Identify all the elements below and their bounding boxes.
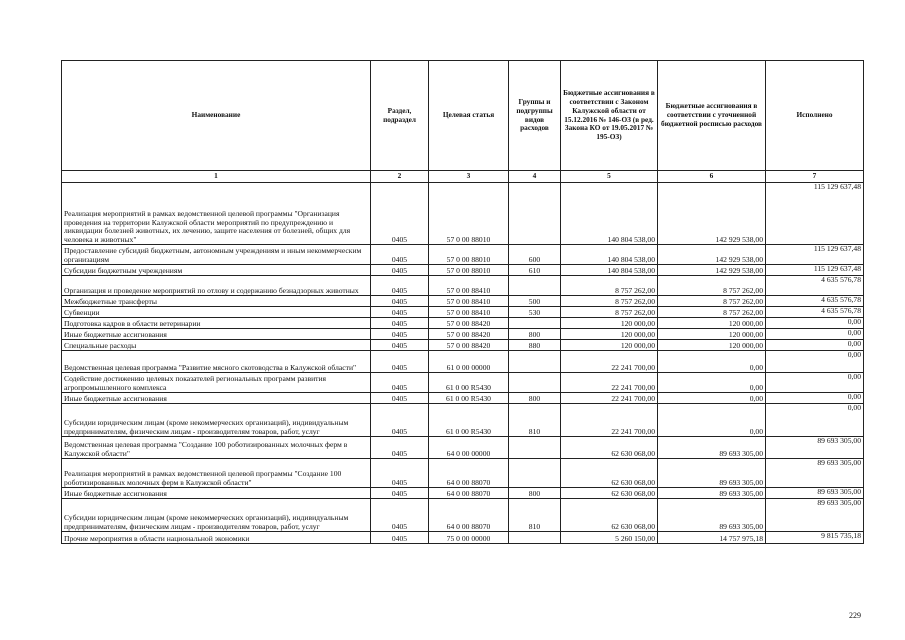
cell-refined: 8 757 262,00 <box>658 296 766 307</box>
cell-name: Межбюджетные трансферты <box>62 296 371 307</box>
cell-name: Субвенции <box>62 307 371 318</box>
table-row <box>62 499 864 532</box>
table-row <box>62 404 864 437</box>
cell-refined: 0,00 <box>658 404 766 437</box>
cell-refined: 89 693 305,00 <box>658 437 766 459</box>
column-number: 7 <box>766 171 864 183</box>
table-row <box>62 183 864 245</box>
cell-refined: 8 757 262,00 <box>658 276 766 296</box>
cell-name: Организация и проведение мероприятий по отлову и содержанию безнадзорных животных <box>62 276 371 296</box>
cell-group <box>509 373 561 393</box>
cell-name: Иные бюджетные ассигнования <box>62 488 371 499</box>
cell-name: Прочие мероприятия в области национальной экономики <box>62 532 371 544</box>
cell-name: Реализация мероприятий в рамках ведомственной целевой программы "Создание 100 роботизированных молочных ферм в Калужской области" <box>62 459 371 488</box>
table-row <box>62 276 864 296</box>
cell-refined: 14 757 975,18 <box>658 532 766 544</box>
cell-name: Специальные расходы <box>62 340 371 351</box>
cell-refined: 0,00 <box>658 373 766 393</box>
cell-group: 610 <box>509 265 561 276</box>
cell-section: 0405 <box>371 276 429 296</box>
cell-section: 0405 <box>371 459 429 488</box>
cell-refined: 120 000,00 <box>658 318 766 329</box>
table-body <box>62 183 864 544</box>
cell-section: 0405 <box>371 499 429 532</box>
cell-executed: 0,00 <box>766 329 864 340</box>
cell-executed: 115 129 637,48 <box>766 183 864 245</box>
table-row <box>62 532 864 544</box>
cell-section: 0405 <box>371 532 429 544</box>
cell-group: 530 <box>509 307 561 318</box>
cell-name: Субсидии юридическим лицам (кроме некоммерческих организаций), индивидуальным предпринимателям, физическим лицам - производителям товаров, работ, услуг <box>62 404 371 437</box>
cell-refined: 120 000,00 <box>658 329 766 340</box>
cell-assigned: 62 630 068,00 <box>561 459 658 488</box>
cell-section: 0405 <box>371 296 429 307</box>
cell-target: 57 0 00 88410 <box>429 307 509 318</box>
cell-target: 61 0 00 00000 <box>429 351 509 373</box>
cell-target: 57 0 00 88010 <box>429 183 509 245</box>
cell-executed: 0,00 <box>766 351 864 373</box>
cell-executed: 0,00 <box>766 373 864 393</box>
cell-section: 0405 <box>371 318 429 329</box>
cell-section: 0405 <box>371 183 429 245</box>
column-number: 3 <box>429 171 509 183</box>
cell-name: Содействие достижению целевых показателей региональных программ развития агропромышленного комплекса <box>62 373 371 393</box>
cell-name: Иные бюджетные ассигнования <box>62 329 371 340</box>
cell-group <box>509 318 561 329</box>
cell-refined: 142 929 538,00 <box>658 265 766 276</box>
cell-name: Субсидии юридическим лицам (кроме некоммерческих организаций), индивидуальным предпринимателям, физическим лицам - производителям товаров, работ, услуг <box>62 499 371 532</box>
cell-executed: 4 635 576,78 <box>766 296 864 307</box>
column-number: 1 <box>62 171 371 183</box>
cell-target: 75 0 00 00000 <box>429 532 509 544</box>
cell-refined: 89 693 305,00 <box>658 499 766 532</box>
cell-assigned: 140 804 538,00 <box>561 265 658 276</box>
cell-section: 0405 <box>371 245 429 265</box>
cell-assigned: 62 630 068,00 <box>561 499 658 532</box>
cell-executed: 0,00 <box>766 318 864 329</box>
cell-executed: 4 635 576,78 <box>766 276 864 296</box>
header-section: Раздел, подраздел <box>371 61 429 171</box>
cell-target: 57 0 00 88420 <box>429 318 509 329</box>
cell-group <box>509 437 561 459</box>
cell-assigned: 62 630 068,00 <box>561 437 658 459</box>
header-name: Наименование <box>62 61 371 171</box>
cell-group: 810 <box>509 499 561 532</box>
cell-group: 800 <box>509 488 561 499</box>
table-row <box>62 265 864 276</box>
cell-target: 61 0 00 R5430 <box>429 404 509 437</box>
cell-group <box>509 532 561 544</box>
header-assigned: Бюджетные ассигнования в соответствии с Законом Калужской области от 15.12.2016 № 146-ОЗ (в ред. Закона КО от 19.05.2017 № 195-ОЗ) <box>561 61 658 171</box>
header-groups: Группы и подгруппы видов расходов <box>509 61 561 171</box>
cell-assigned: 140 804 538,00 <box>561 245 658 265</box>
cell-target: 57 0 00 88410 <box>429 276 509 296</box>
cell-assigned: 22 241 700,00 <box>561 404 658 437</box>
cell-section: 0405 <box>371 404 429 437</box>
cell-refined: 0,00 <box>658 351 766 373</box>
cell-target: 57 0 00 88410 <box>429 296 509 307</box>
cell-target: 64 0 00 88070 <box>429 499 509 532</box>
table-row <box>62 245 864 265</box>
cell-section: 0405 <box>371 393 429 404</box>
column-number: 6 <box>658 171 766 183</box>
cell-name: Ведомственная целевая программа "Развитие мясного скотоводства в Калужской области" <box>62 351 371 373</box>
cell-executed: 89 693 305,00 <box>766 488 864 499</box>
page-number: 229 <box>849 611 861 620</box>
cell-assigned: 5 260 150,00 <box>561 532 658 544</box>
cell-executed: 4 635 576,78 <box>766 307 864 318</box>
column-number: 4 <box>509 171 561 183</box>
cell-assigned: 22 241 700,00 <box>561 351 658 373</box>
cell-refined: 142 929 538,00 <box>658 245 766 265</box>
table-row <box>62 437 864 459</box>
cell-refined: 142 929 538,00 <box>658 183 766 245</box>
cell-executed: 115 129 637,48 <box>766 245 864 265</box>
cell-target: 57 0 00 88010 <box>429 265 509 276</box>
table-row <box>62 373 864 393</box>
cell-section: 0405 <box>371 329 429 340</box>
cell-refined: 89 693 305,00 <box>658 459 766 488</box>
header-target: Целевая статья <box>429 61 509 171</box>
cell-target: 57 0 00 88420 <box>429 329 509 340</box>
cell-assigned: 8 757 262,00 <box>561 296 658 307</box>
cell-executed: 115 129 637,48 <box>766 265 864 276</box>
cell-executed: 89 693 305,00 <box>766 499 864 532</box>
cell-refined: 8 757 262,00 <box>658 307 766 318</box>
cell-section: 0405 <box>371 437 429 459</box>
cell-assigned: 140 804 538,00 <box>561 183 658 245</box>
table-row <box>62 329 864 340</box>
header-executed: Исполнено <box>766 61 864 171</box>
table-row <box>62 459 864 488</box>
cell-assigned: 8 757 262,00 <box>561 276 658 296</box>
cell-assigned: 22 241 700,00 <box>561 393 658 404</box>
cell-name: Ведомственная целевая программа "Создание 100 роботизированных молочных ферм в Калужской области" <box>62 437 371 459</box>
cell-executed: 0,00 <box>766 404 864 437</box>
cell-assigned: 62 630 068,00 <box>561 488 658 499</box>
cell-name: Подготовка кадров в области ветеринарии <box>62 318 371 329</box>
column-number: 5 <box>561 171 658 183</box>
cell-refined: 0,00 <box>658 393 766 404</box>
table-row <box>62 318 864 329</box>
cell-target: 61 0 00 R5430 <box>429 393 509 404</box>
budget-table <box>61 60 864 544</box>
table-row <box>62 340 864 351</box>
column-number: 2 <box>371 171 429 183</box>
cell-target: 57 0 00 88420 <box>429 340 509 351</box>
cell-target: 61 0 00 R5430 <box>429 373 509 393</box>
cell-executed: 89 693 305,00 <box>766 459 864 488</box>
cell-assigned: 120 000,00 <box>561 329 658 340</box>
cell-name: Субсидии бюджетным учреждениям <box>62 265 371 276</box>
cell-section: 0405 <box>371 351 429 373</box>
cell-name: Реализация мероприятий в рамках ведомственной целевой программы "Организация проведения на территории Калужской области мероприятий по предупреждению и ликвидации болезней животных, их лечению, защите населения от болезней, общих для человека и животных" <box>62 183 371 245</box>
cell-executed: 89 693 305,00 <box>766 437 864 459</box>
cell-group <box>509 351 561 373</box>
cell-executed: 9 815 735,18 <box>766 532 864 544</box>
cell-group: 880 <box>509 340 561 351</box>
cell-name: Предоставление субсидий бюджетным, автономным учреждениям и иным некоммерческим организациям <box>62 245 371 265</box>
cell-refined: 89 693 305,00 <box>658 488 766 499</box>
table-row <box>62 296 864 307</box>
cell-assigned: 120 000,00 <box>561 340 658 351</box>
cell-group: 600 <box>509 245 561 265</box>
cell-assigned: 120 000,00 <box>561 318 658 329</box>
cell-refined: 120 000,00 <box>658 340 766 351</box>
cell-name: Иные бюджетные ассигнования <box>62 393 371 404</box>
cell-group <box>509 459 561 488</box>
cell-group: 810 <box>509 404 561 437</box>
cell-executed: 0,00 <box>766 340 864 351</box>
table-row <box>62 488 864 499</box>
cell-group <box>509 276 561 296</box>
cell-section: 0405 <box>371 373 429 393</box>
table-row <box>62 393 864 404</box>
cell-group <box>509 183 561 245</box>
cell-target: 64 0 00 00000 <box>429 437 509 459</box>
cell-target: 64 0 00 88070 <box>429 488 509 499</box>
cell-executed: 0,00 <box>766 393 864 404</box>
cell-section: 0405 <box>371 265 429 276</box>
cell-group: 500 <box>509 296 561 307</box>
header-refined: Бюджетные ассигнования в соответствии с уточненной бюджетной росписью расходов <box>658 61 766 171</box>
cell-group: 800 <box>509 329 561 340</box>
cell-assigned: 22 241 700,00 <box>561 373 658 393</box>
table-header <box>62 61 864 183</box>
cell-section: 0405 <box>371 340 429 351</box>
cell-assigned: 8 757 262,00 <box>561 307 658 318</box>
cell-target: 64 0 00 88070 <box>429 459 509 488</box>
table-row <box>62 351 864 373</box>
cell-section: 0405 <box>371 488 429 499</box>
cell-target: 57 0 00 88010 <box>429 245 509 265</box>
cell-group: 800 <box>509 393 561 404</box>
cell-section: 0405 <box>371 307 429 318</box>
table-row <box>62 307 864 318</box>
